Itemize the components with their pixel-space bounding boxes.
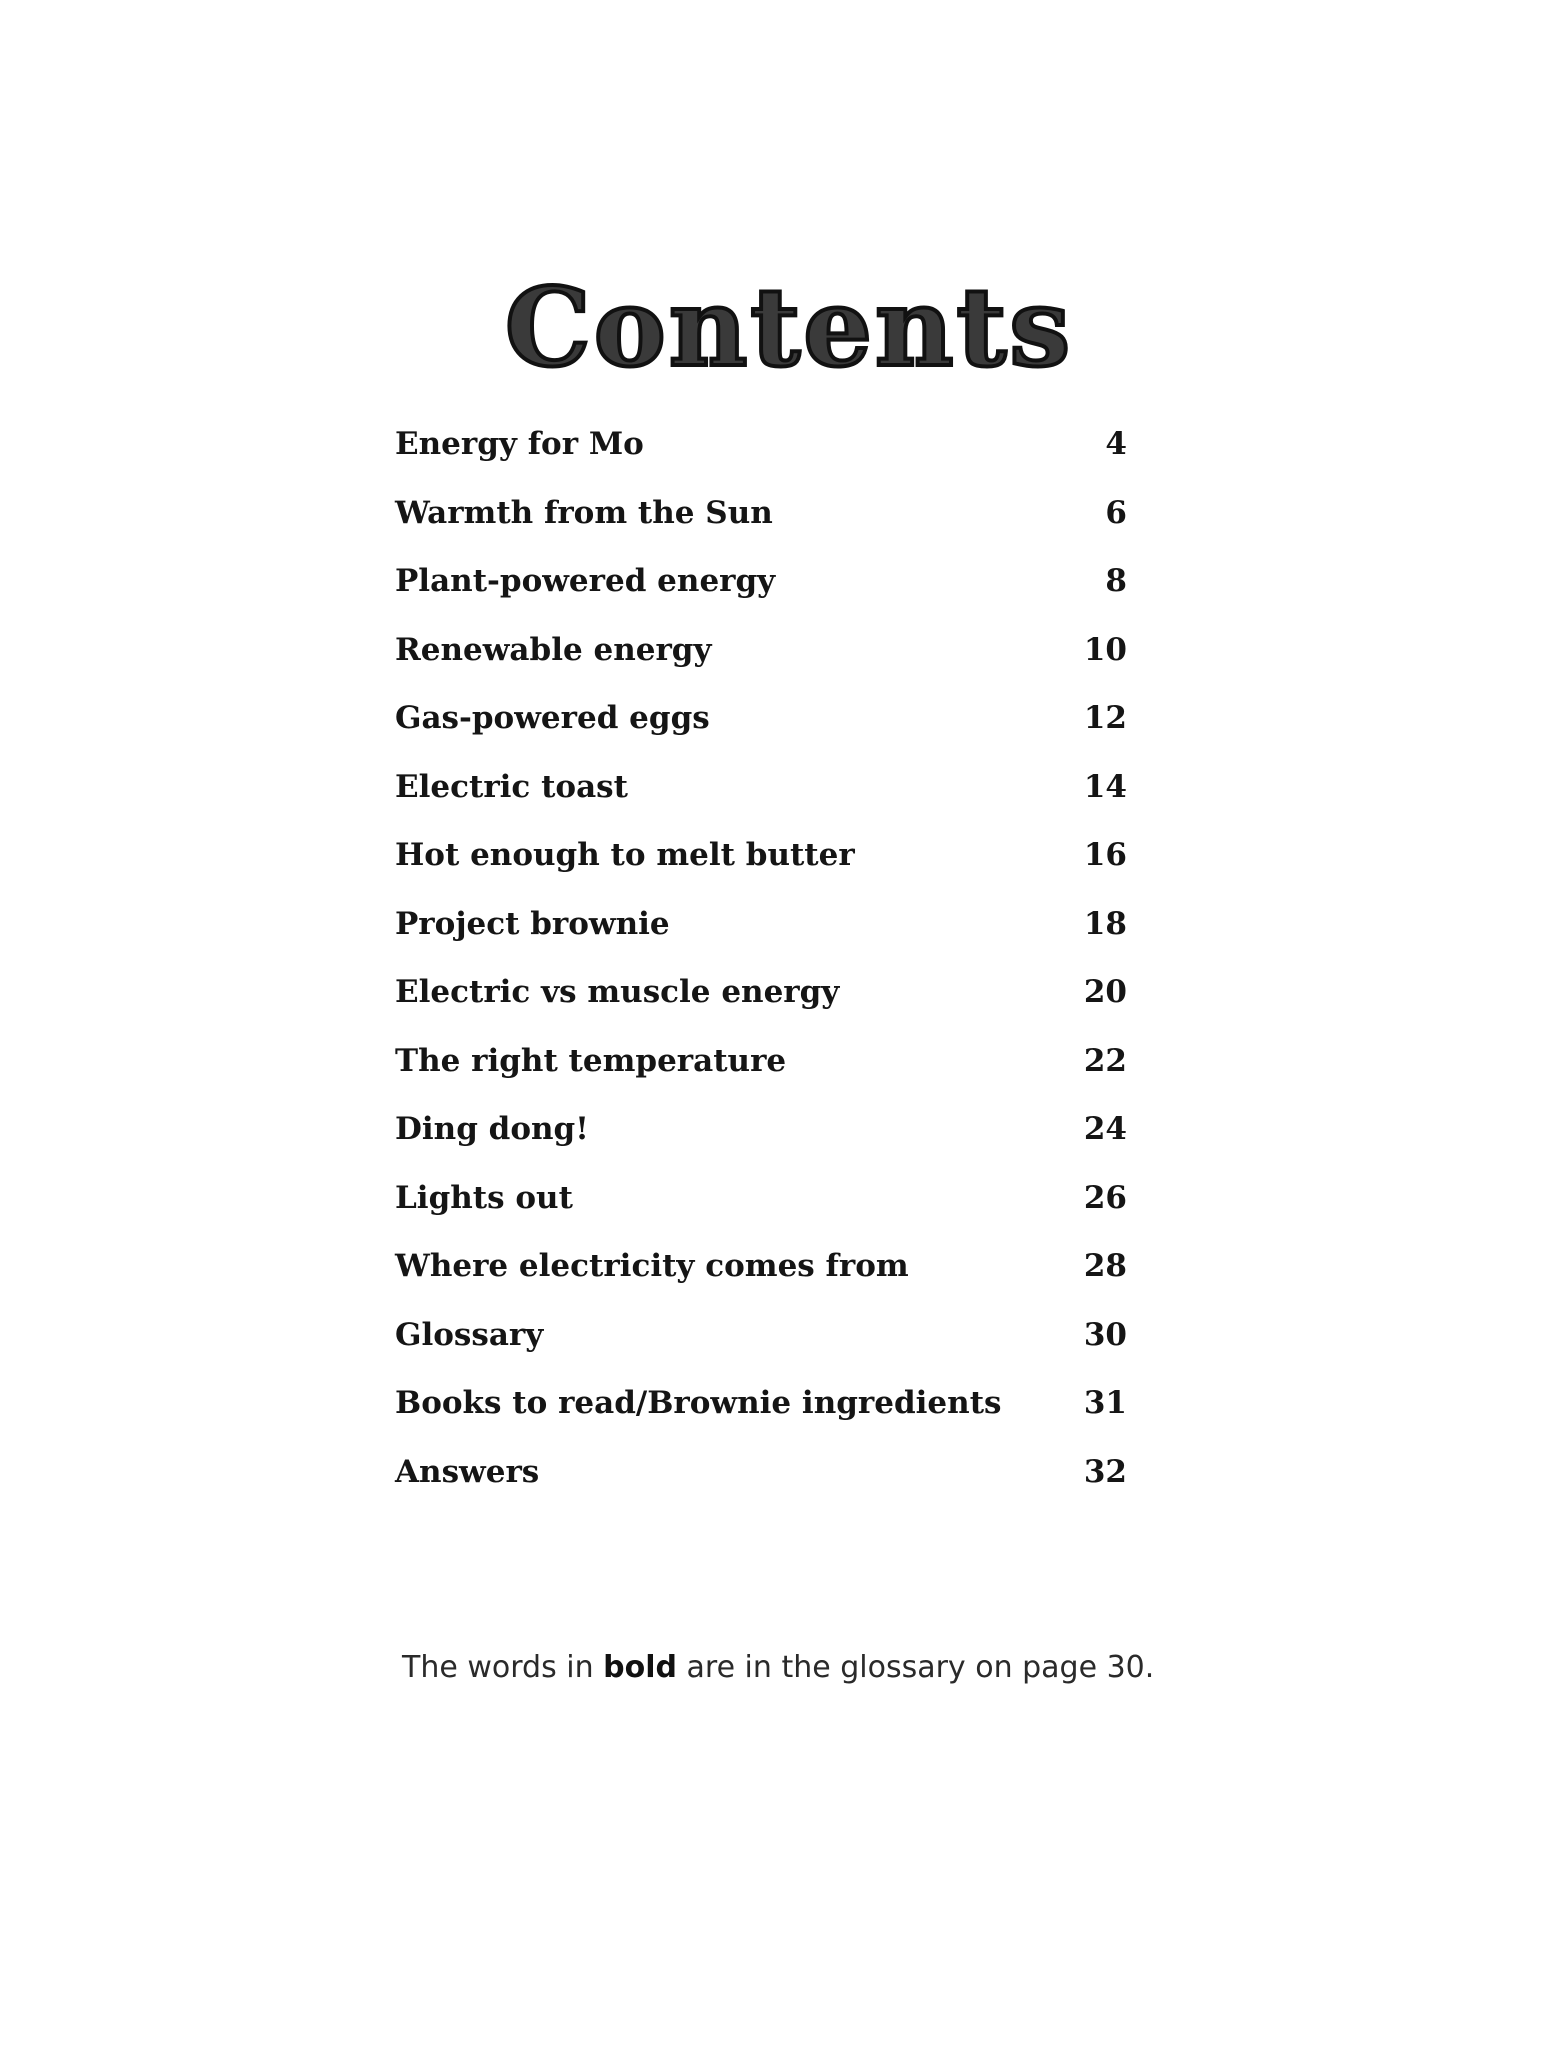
glossary-note-bold-word: bold: [603, 1650, 677, 1685]
entry-title: The right temperature: [395, 1042, 787, 1079]
glossary-note-text-start: The words in: [402, 1650, 604, 1685]
entry-title: Energy for Mo: [395, 426, 644, 463]
entry-title: Glossary: [395, 1316, 544, 1353]
entry-page-number: 28: [1083, 1248, 1127, 1285]
glossary-note: [402, 1650, 1155, 1685]
glossary-note-text-end: are in the glossary on page 30.: [676, 1650, 1155, 1685]
entry-title: Electric vs muscle energy: [395, 974, 840, 1011]
entry-page-number: 4: [1105, 426, 1127, 463]
entry-page-number: 8: [1105, 563, 1127, 600]
entry-page-number: 31: [1083, 1385, 1127, 1422]
entry-page-number: 14: [1083, 768, 1127, 805]
contents-entry: [395, 958, 1127, 1027]
entry-title: Books to read/Brownie ingredients: [395, 1385, 1002, 1422]
entry-title: Gas-powered eggs: [395, 700, 710, 737]
entry-title: Where electricity comes from: [395, 1248, 909, 1285]
entry-title: Renewable energy: [395, 631, 712, 668]
contents-entry: [395, 479, 1127, 548]
entry-page-number: 16: [1083, 837, 1127, 874]
contents-entry: [395, 753, 1127, 822]
contents-entry: [395, 547, 1127, 616]
entry-page-number: 18: [1083, 905, 1127, 942]
contents-entry: [395, 1301, 1127, 1370]
entry-page-number: 20: [1083, 974, 1127, 1011]
contents-list: [395, 410, 1127, 1506]
entry-page-number: 10: [1083, 631, 1127, 668]
contents-entry: [395, 890, 1127, 959]
contents-entry: [395, 1095, 1127, 1164]
contents-entry: [395, 1164, 1127, 1233]
entry-title: Ding dong!: [395, 1111, 589, 1148]
entry-title: Answers: [395, 1453, 540, 1490]
entry-title: Plant-powered energy: [395, 563, 776, 600]
contents-entry: [395, 1438, 1127, 1507]
contents-entry: [395, 410, 1127, 479]
entry-page-number: 24: [1083, 1111, 1127, 1148]
contents-entry: [395, 821, 1127, 890]
entry-page-number: 26: [1083, 1179, 1127, 1216]
contents-entry: [395, 1027, 1127, 1096]
entry-page-number: 6: [1105, 494, 1127, 531]
contents-entry: [395, 684, 1127, 753]
entry-page-number: 12: [1083, 700, 1127, 737]
entry-title: Lights out: [395, 1179, 573, 1216]
entry-title: Hot enough to melt butter: [395, 837, 855, 874]
entry-title: Electric toast: [395, 768, 628, 805]
entry-page-number: 32: [1083, 1453, 1127, 1490]
entry-title: Project brownie: [395, 905, 670, 942]
contents-entry: [395, 1369, 1127, 1438]
entry-title: Warmth from the Sun: [395, 494, 773, 531]
page-title: Contents: [504, 265, 1074, 392]
contents-entry: [395, 1232, 1127, 1301]
contents-entry: [395, 616, 1127, 685]
entry-page-number: 30: [1083, 1316, 1127, 1353]
entry-page-number: 22: [1083, 1042, 1127, 1079]
